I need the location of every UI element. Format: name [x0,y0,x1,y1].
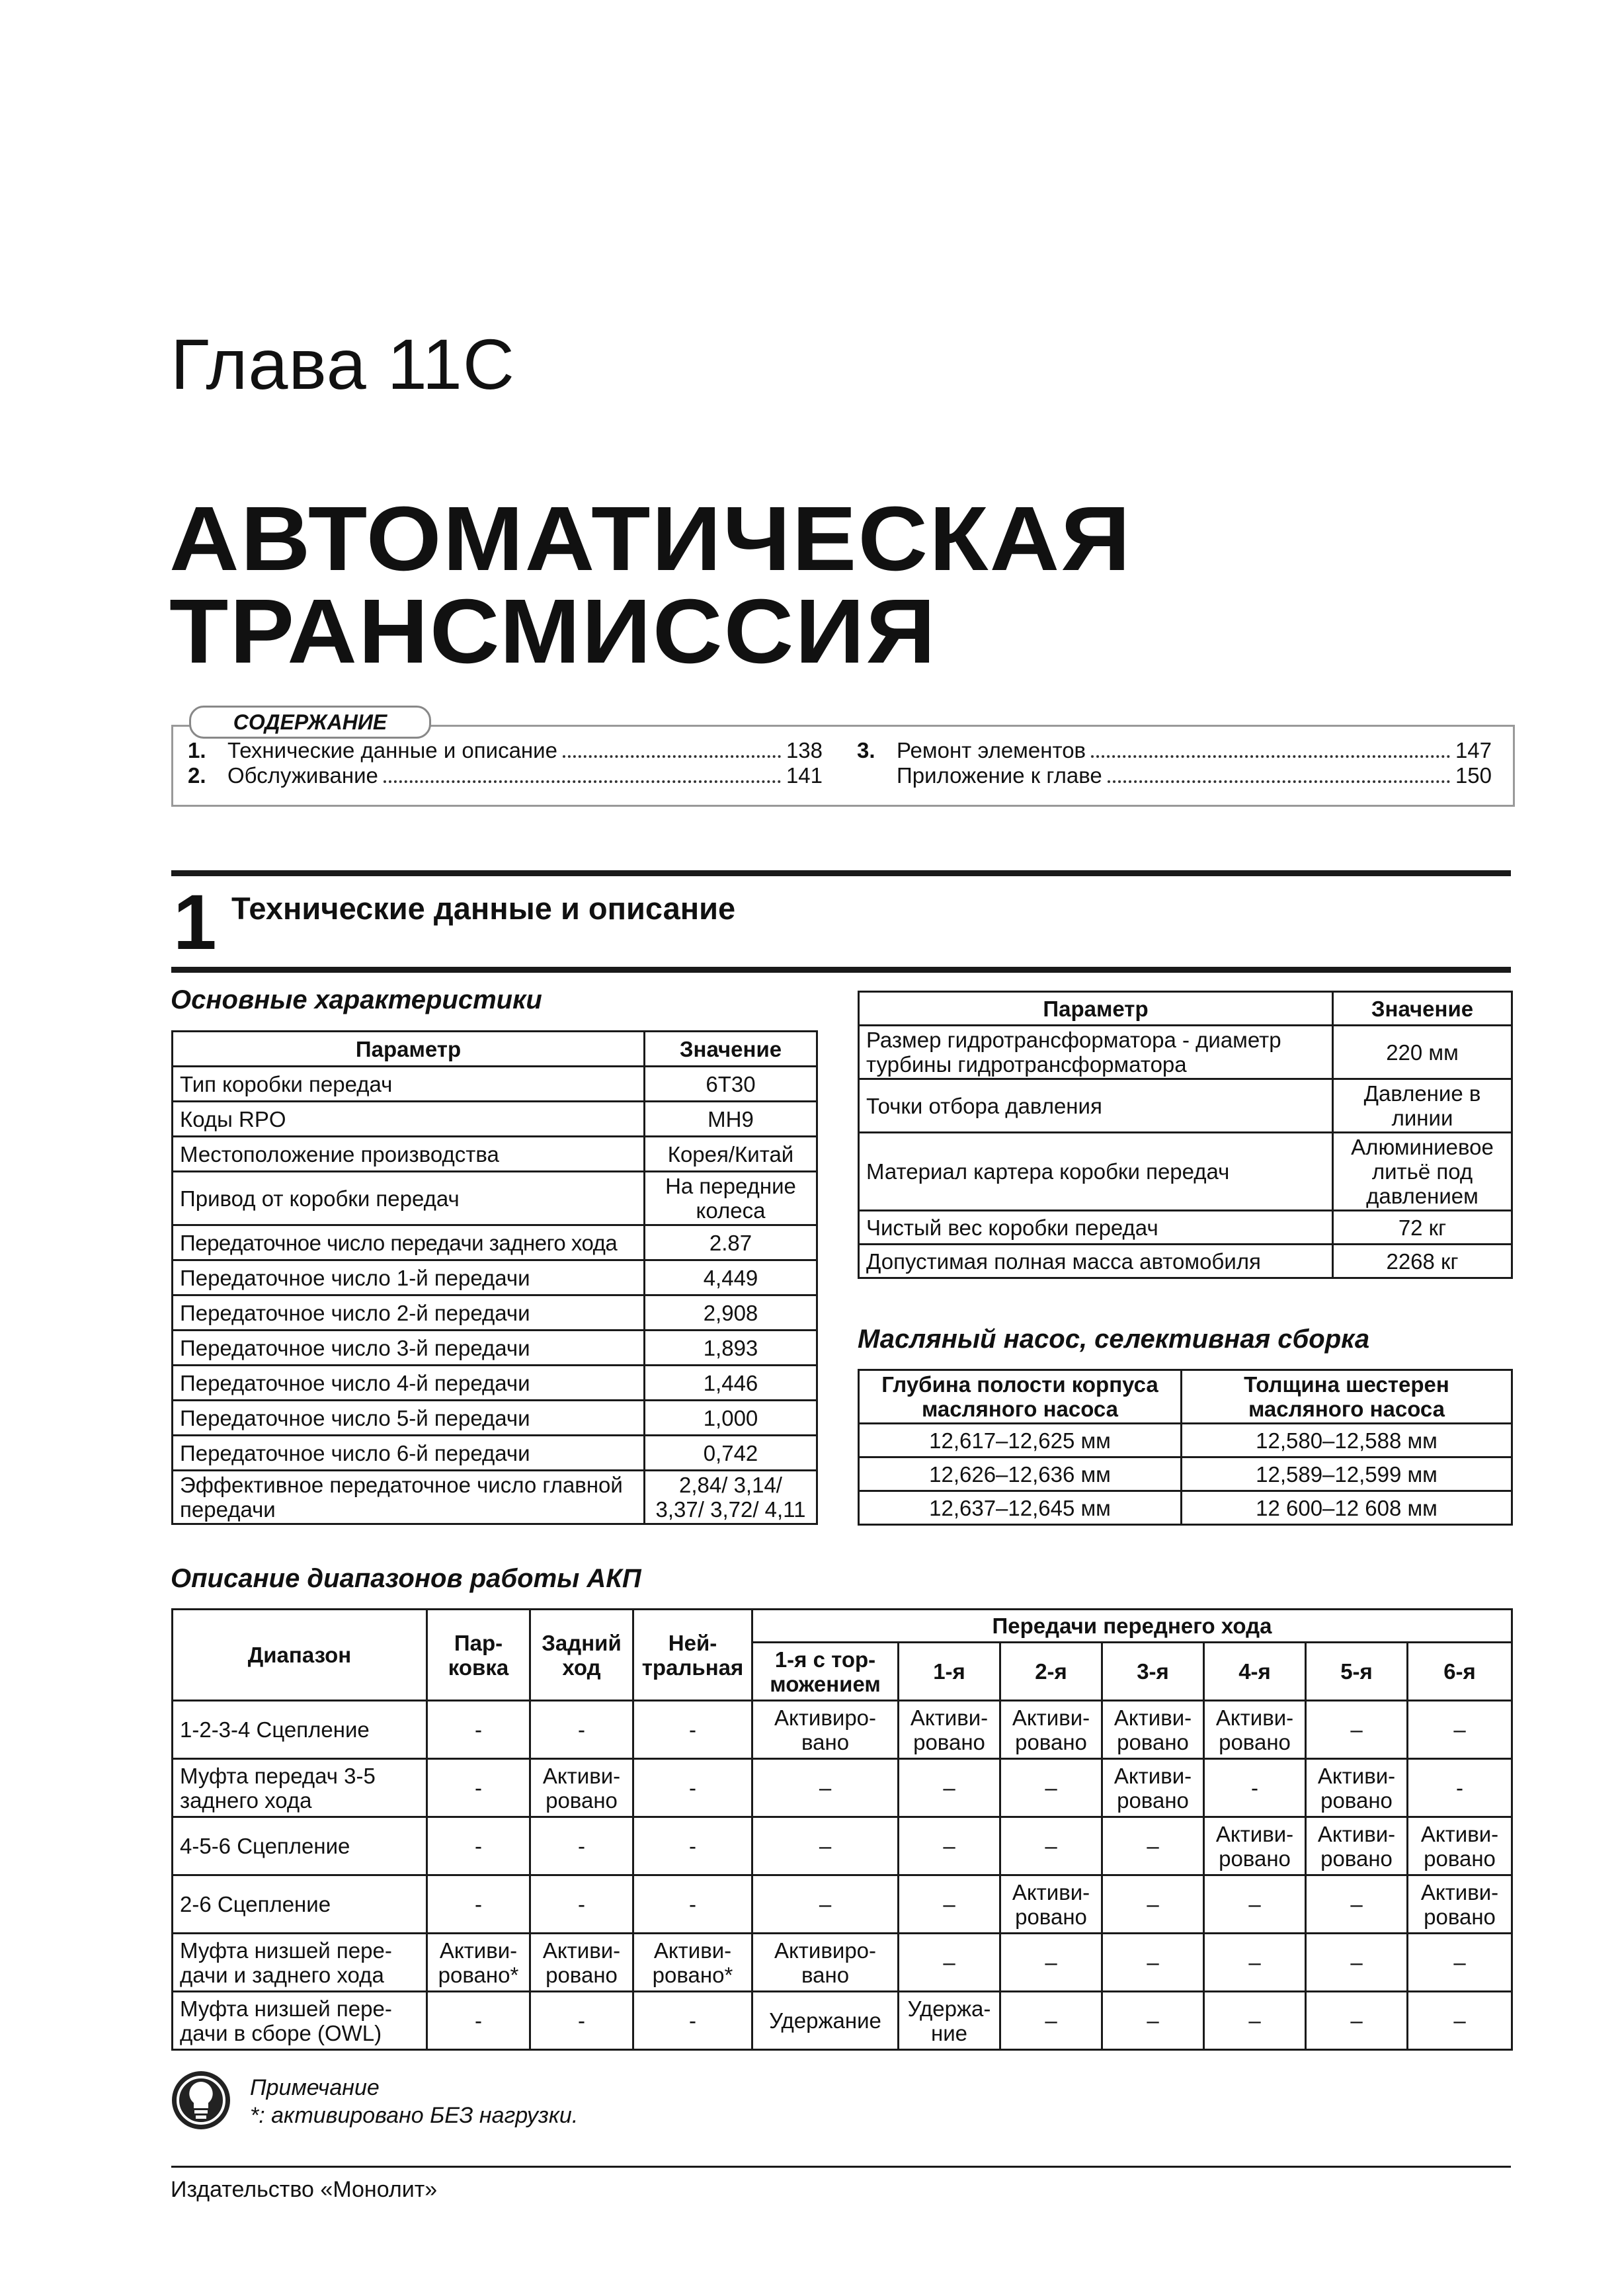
range-state-cell: Активи-ровано [899,1701,1000,1759]
param-cell: Передаточное число 6-й передачи [173,1436,645,1471]
range-name-cell: 1-2-3-4 Сцепление [173,1701,427,1759]
range-state-cell: Активи-ровано [1306,1817,1408,1875]
table-header-row [173,1032,817,1067]
range-state-cell: – [1306,1992,1408,2050]
param-cell: Чистый вес коробки передач [859,1211,1333,1245]
table-row [859,1491,1512,1525]
table-row [859,1026,1512,1079]
column-header-param: Параметр [173,1032,645,1067]
param-cell: Передаточное число передачи заднего хода [173,1225,645,1260]
range-state-cell: – [1408,1934,1512,1992]
column-header-value: Значение [645,1032,817,1067]
range-state-cell: – [752,1759,899,1817]
param-cell: Допустимая полная масса автомобиля [859,1245,1333,1278]
toc-page: 138 [786,738,823,762]
section-number: 1 [173,879,217,966]
value-cell: 1,893 [645,1331,817,1366]
publisher: Издательство «Монолит» [171,2177,438,2202]
value-cell: Корея/Китай [645,1137,817,1172]
param-cell: Передаточное число 4-й передачи [173,1366,645,1401]
range-state-cell: Удержа-ние [899,1992,1000,2050]
range-state-cell: - [633,1759,752,1817]
main-title [169,488,1132,682]
toc-item[interactable] [188,763,823,788]
table-row [859,1133,1512,1211]
table-row [859,1424,1512,1457]
param-cell: Передаточное число 2-й передачи [173,1295,645,1331]
range-state-cell: Активи-ровано [530,1934,633,1992]
column-header-thickness: Толщина шестерен масляного насоса [1182,1370,1512,1424]
table-row [173,1436,817,1471]
param-cell: Точки отбора давления [859,1079,1333,1133]
range-state-cell: – [899,1875,1000,1934]
transmission-specs-table [858,991,1513,1279]
table-row [173,1875,1512,1934]
column-header-gear: 3-я [1102,1643,1204,1701]
depth-cell: 12,637–12,645 мм [859,1491,1182,1525]
table-row [173,1225,817,1260]
toc-leader [1108,780,1450,783]
table-row [173,1137,817,1172]
toc-text: Ремонт элементов [897,738,1086,762]
table-row [173,1934,1512,1992]
table-row [173,1992,1512,2050]
column-header-neutral: Ней-тральная [633,1610,752,1701]
range-state-cell: - [530,1817,633,1875]
range-state-cell: – [1000,1759,1102,1817]
range-state-cell: - [530,1992,633,2050]
toc-page: 147 [1455,738,1492,762]
main-title-line2: ТРАНСМИССИЯ [169,581,937,682]
range-state-cell: Активи-ровано [1408,1875,1512,1934]
table-row [173,1295,817,1331]
range-state-cell: – [1306,1934,1408,1992]
range-name-cell: Муфта передач 3-5 заднего хода [173,1759,427,1817]
value-cell: 0,742 [645,1436,817,1471]
param-cell: Коды RPO [173,1102,645,1137]
range-state-cell: - [1408,1759,1512,1817]
toc-num: 1. [188,738,206,762]
range-name-cell: 4-5-6 Сцепление [173,1817,427,1875]
range-state-cell: – [899,1934,1000,1992]
param-cell: Размер гидротрансформатора - диаметр турбины гидротрансформатора [859,1026,1333,1079]
main-specs-heading: Основные характеристики [171,985,542,1014]
value-cell: 4,449 [645,1260,817,1295]
value-cell: 2268 кг [1333,1245,1512,1278]
section-rule-top [171,870,1511,876]
value-cell: MH9 [645,1102,817,1137]
section-rule-bottom [171,967,1511,973]
column-header-gear: 5-я [1306,1643,1408,1701]
range-state-cell: – [752,1817,899,1875]
main-specs-table [171,1030,818,1525]
range-name-cell: 2-6 Сцепление [173,1875,427,1934]
range-state-cell: – [1306,1875,1408,1934]
toc-page: 141 [786,763,823,788]
range-state-cell: – [899,1759,1000,1817]
range-state-cell: Активи-ровано [1000,1875,1102,1934]
range-state-cell: Активиро-вано [752,1934,899,1992]
range-state-cell: - [530,1701,633,1759]
range-state-cell: Активи-ровано [530,1759,633,1817]
column-header-gear: 4-я [1204,1643,1306,1701]
range-state-cell: Активи-ровано [1408,1817,1512,1875]
range-state-cell: - [427,1759,530,1817]
value-cell: 2,908 [645,1295,817,1331]
toc-text: Приложение к главе [897,763,1102,788]
table-row [173,1701,1512,1759]
note-title: Примечание [250,2075,380,2100]
column-header-range: Диапазон [173,1610,427,1701]
table-row [173,1401,817,1436]
value-cell: 1,000 [645,1401,817,1436]
table-row [173,1471,817,1524]
column-header-forward-gears: Передачи переднего хода [752,1610,1512,1643]
table-row [173,1102,817,1137]
range-state-cell: - [427,1817,530,1875]
column-header-1st-brake: 1-я с тор-можением [752,1643,899,1701]
table-header-row [859,1370,1512,1424]
chapter-label: Глава 11С [171,324,515,404]
range-state-cell: – [1102,1934,1204,1992]
ranges-heading: Описание диапазонов работы АКП [171,1564,641,1593]
range-state-cell: - [427,1875,530,1934]
column-header-depth: Глубина полости корпуса масляного насоса [859,1370,1182,1424]
value-cell: Давление в линии [1333,1079,1512,1133]
table-header-row [173,1610,1512,1643]
column-header-park: Пар-ковка [427,1610,530,1701]
value-cell: На передние колеса [645,1172,817,1225]
table-row [173,1817,1512,1875]
toc-page: 150 [1455,763,1492,788]
value-cell: 220 мм [1333,1026,1512,1079]
table-row [173,1759,1512,1817]
param-cell: Материал картера коробки передач [859,1133,1333,1211]
range-state-cell: – [1000,1817,1102,1875]
toc-leader [563,755,781,758]
section-title: Технические данные и описание [231,891,736,926]
param-cell: Тип коробки передач [173,1067,645,1102]
thickness-cell: 12 600–12 608 мм [1182,1491,1512,1525]
range-state-cell: Активи-ровано* [633,1934,752,1992]
value-cell: 6T30 [645,1067,817,1102]
table-row [173,1366,817,1401]
range-state-cell: – [1204,1992,1306,2050]
value-cell: 2.87 [645,1225,817,1260]
column-header-value: Значение [1333,992,1512,1026]
table-row [173,1260,817,1295]
param-cell: Передаточное число 3-й передачи [173,1331,645,1366]
range-state-cell: Активи-ровано [1102,1759,1204,1817]
ranges-table [171,1608,1513,2051]
table-row [173,1067,817,1102]
toc-leader [384,780,781,783]
toc-item[interactable] [857,738,1492,763]
thickness-cell: 12,580–12,588 мм [1182,1424,1512,1457]
range-state-cell: Активи-ровано [1306,1759,1408,1817]
column-header-gear: 1-я [899,1643,1000,1701]
toc-num: 2. [188,763,206,788]
range-state-cell: – [899,1817,1000,1875]
oil-pump-table [858,1369,1513,1526]
table-header-row [859,992,1512,1026]
range-state-cell: - [1204,1759,1306,1817]
range-state-cell: – [752,1875,899,1934]
range-state-cell: – [1102,1817,1204,1875]
range-state-cell: Активиро-вано [752,1701,899,1759]
param-cell: Передаточное число 5-й передачи [173,1401,645,1436]
range-state-cell: Удержание [752,1992,899,2050]
range-state-cell: – [1408,1992,1512,2050]
range-state-cell: - [427,1992,530,2050]
toc-item[interactable] [857,763,1492,788]
table-row [859,1079,1512,1133]
column-header-gear: 2-я [1000,1643,1102,1701]
column-header-reverse: Задний ход [530,1610,633,1701]
range-state-cell: – [1306,1701,1408,1759]
value-cell: 72 кг [1333,1211,1512,1245]
range-state-cell: Активи-ровано [1204,1701,1306,1759]
param-cell: Привод от коробки передач [173,1172,645,1225]
range-state-cell: - [633,1992,752,2050]
table-row [859,1245,1512,1278]
range-state-cell: – [1204,1934,1306,1992]
range-state-cell: - [633,1701,752,1759]
table-row [173,1172,817,1225]
main-title-line1: АВТОМАТИЧЕСКАЯ [169,488,1132,590]
range-state-cell: – [1102,1992,1204,2050]
range-state-cell: – [1408,1701,1512,1759]
range-state-cell: - [427,1701,530,1759]
value-cell: 1,446 [645,1366,817,1401]
footer-rule [171,2166,1511,2168]
column-header-param: Параметр [859,992,1333,1026]
note-text: *: активировано БЕЗ нагрузки. [250,2103,579,2128]
range-state-cell: Активи-ровано [1000,1701,1102,1759]
toc-text: Обслуживание [227,763,378,788]
range-state-cell: Активи-ровано* [427,1934,530,1992]
toc-label: СОДЕРЖАНИЕ [189,706,431,739]
param-cell: Передаточное число 1-й передачи [173,1260,645,1295]
range-state-cell: – [1204,1875,1306,1934]
table-row [859,1211,1512,1245]
param-cell: Эффективное передаточное число главной передачи [173,1471,645,1524]
range-state-cell: – [1000,1934,1102,1992]
range-state-cell: – [1102,1875,1204,1934]
depth-cell: 12,617–12,625 мм [859,1424,1182,1457]
range-state-cell: - [633,1875,752,1934]
lightbulb-icon [171,2070,231,2131]
toc-item[interactable] [188,738,823,763]
value-cell: 2,84/ 3,14/ 3,37/ 3,72/ 4,11 [645,1471,817,1524]
range-state-cell: – [1000,1992,1102,2050]
range-state-cell: Активи-ровано [1204,1817,1306,1875]
depth-cell: 12,626–12,636 мм [859,1457,1182,1491]
param-cell: Местоположение производства [173,1137,645,1172]
range-name-cell: Муфта низшей пере-дачи в сборе (OWL) [173,1992,427,2050]
table-row [173,1331,817,1366]
toc-num: 3. [857,738,875,762]
value-cell: Алюминиевое литьё под давлением [1333,1133,1512,1211]
pump-heading: Масляный насос, селективная сборка [858,1325,1370,1354]
toc-leader [1091,755,1450,758]
range-state-cell: - [530,1875,633,1934]
table-row [859,1457,1512,1491]
toc-text: Технические данные и описание [227,738,557,762]
range-state-cell: Активи-ровано [1102,1701,1204,1759]
column-header-gear: 6-я [1408,1643,1512,1701]
range-name-cell: Муфта низшей пере-дачи и заднего хода [173,1934,427,1992]
range-state-cell: - [633,1817,752,1875]
thickness-cell: 12,589–12,599 мм [1182,1457,1512,1491]
